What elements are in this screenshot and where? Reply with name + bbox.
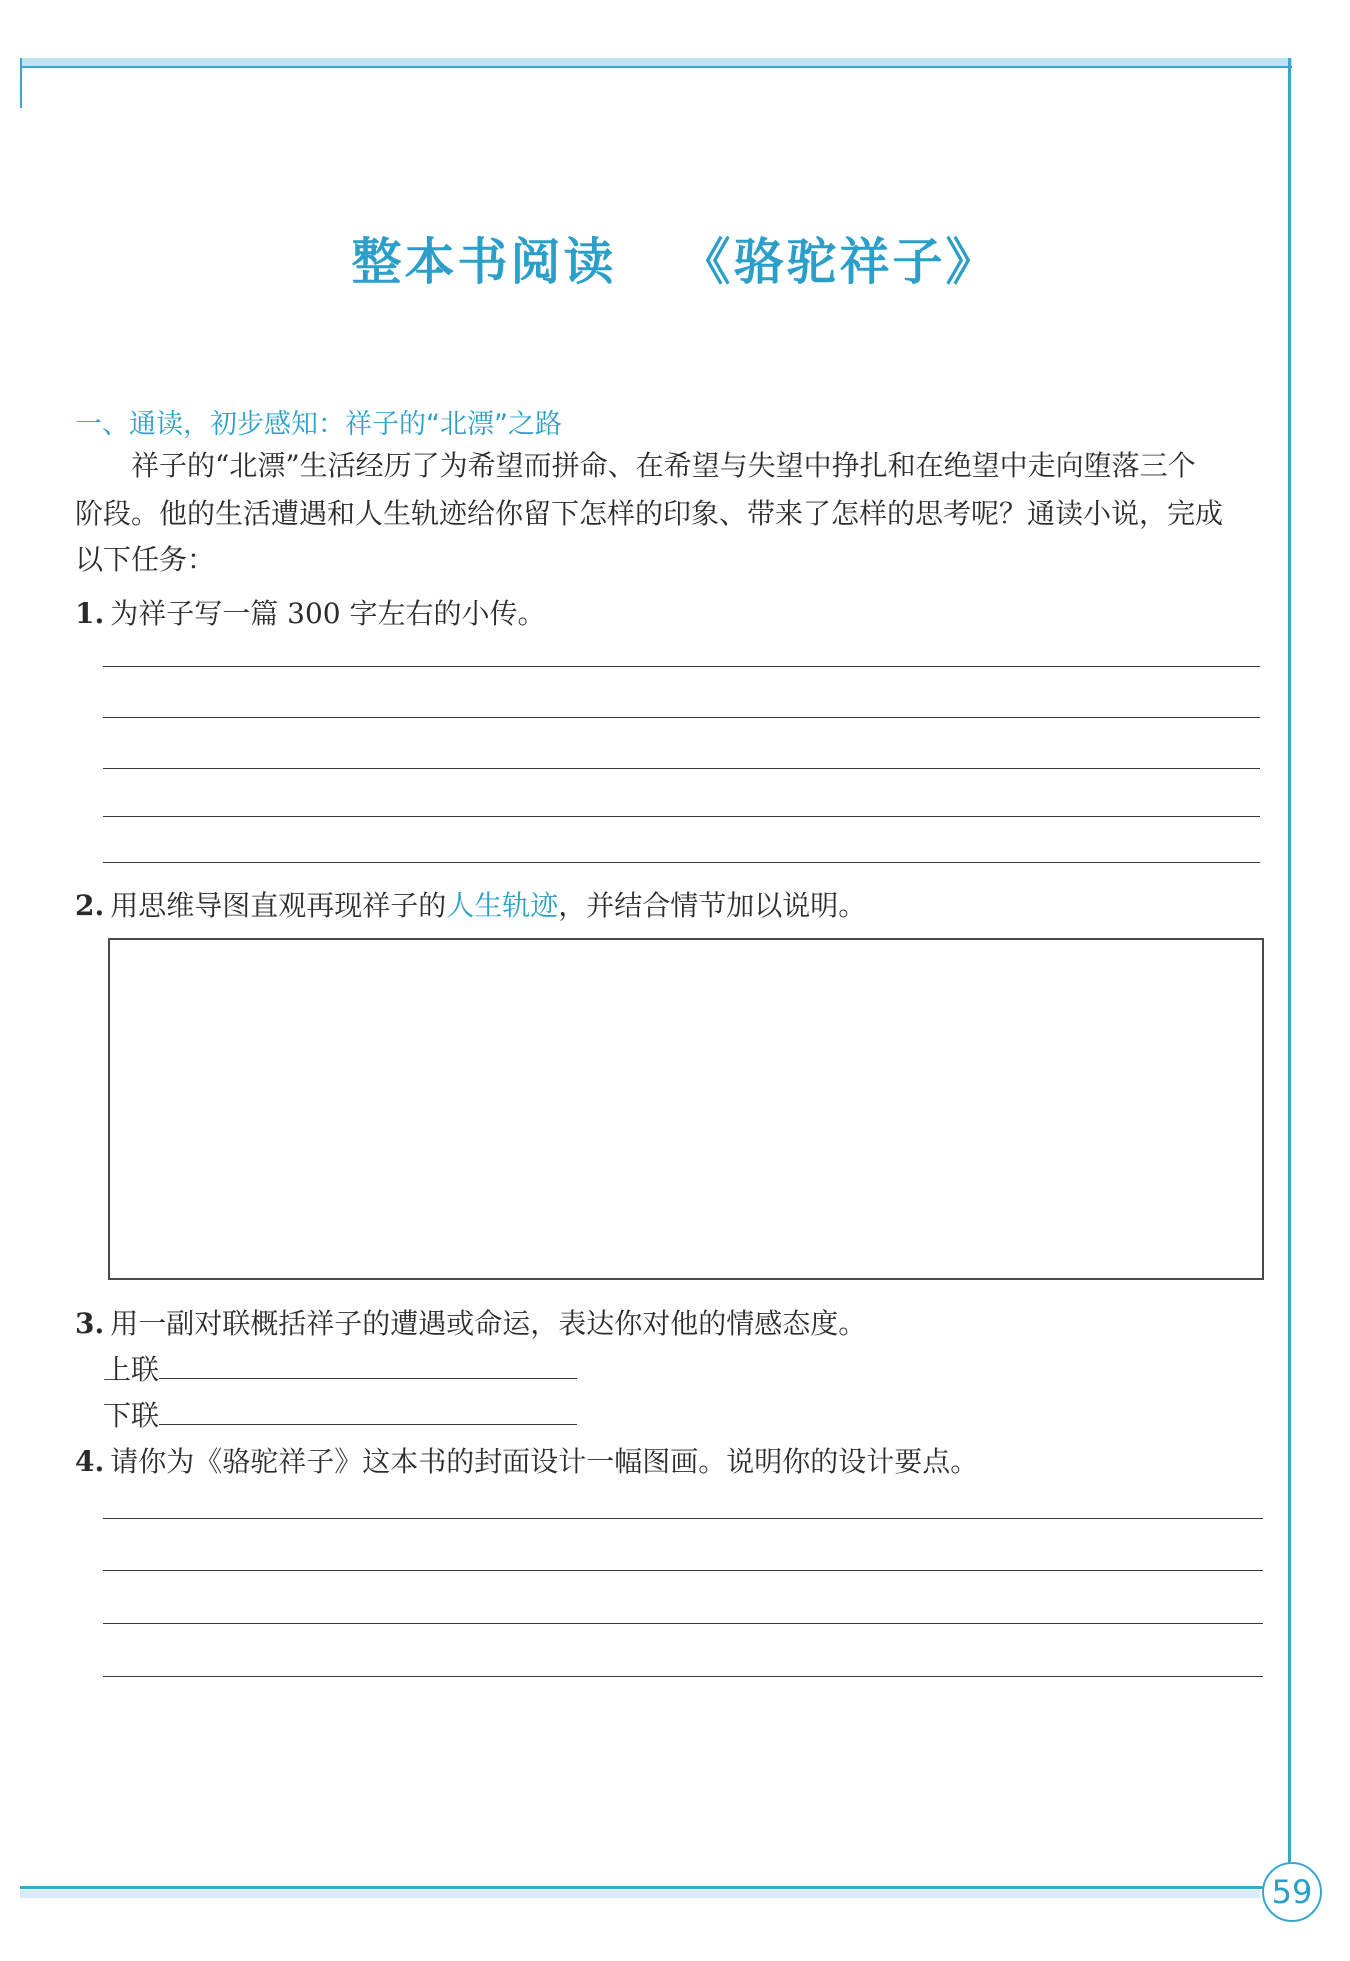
intro-line-2: 阶段。他的生活遭遇和人生轨迹给你留下怎样的印象、带来了怎样的思考呢？通读小说，完成 bbox=[75, 497, 1224, 530]
intro-line-1: 祥子的“北漂”生活经历了为希望而拼命、在希望与失望中挣扎和在绝望中走向堕落三个 bbox=[131, 449, 1196, 482]
answer-line-4[interactable] bbox=[103, 816, 1260, 817]
question-4-text: 请你为《骆驼祥子》这本书的封面设计一幅图画。说明你的设计要点。 bbox=[110, 1445, 979, 1478]
page-frame-top bbox=[20, 58, 1292, 68]
page-title bbox=[0, 222, 1350, 294]
page-frame-left bbox=[20, 58, 22, 108]
question-1-text: 为祥子写一篇 300 字左右的小传。 bbox=[110, 597, 546, 630]
couplet-upper-label: 上联 bbox=[103, 1353, 160, 1386]
question-1-number: 1. bbox=[75, 597, 105, 630]
question-3-number: 3. bbox=[75, 1307, 105, 1340]
question-2-number: 2. bbox=[75, 889, 105, 922]
answer-line-q4-2[interactable] bbox=[103, 1570, 1263, 1571]
answer-line-5[interactable] bbox=[103, 862, 1260, 863]
title-part2: 《骆驼祥子》 bbox=[680, 232, 999, 291]
couplet-lower-blank[interactable] bbox=[159, 1396, 577, 1425]
couplet-lower-label: 下联 bbox=[103, 1399, 160, 1432]
section-heading: 一、通读，初步感知：祥子的“北漂”之路 bbox=[75, 409, 562, 440]
answer-line-3[interactable] bbox=[103, 768, 1260, 769]
question-4 bbox=[75, 1440, 978, 1480]
question-2 bbox=[75, 884, 866, 924]
question-2-text-after: ，并结合情节加以说明。 bbox=[558, 889, 867, 922]
page-frame-right bbox=[1288, 58, 1291, 1894]
answer-line-q4-3[interactable] bbox=[103, 1623, 1263, 1624]
mind-map-answer-box[interactable] bbox=[108, 938, 1264, 1280]
intro-line-3: 以下任务： bbox=[75, 543, 216, 576]
question-1 bbox=[75, 592, 545, 632]
title-part1: 整本书阅读 bbox=[351, 232, 617, 291]
couplet-upper bbox=[103, 1348, 577, 1388]
question-2-text-before: 用思维导图直观再现祥子的 bbox=[110, 889, 447, 922]
answer-line-2[interactable] bbox=[103, 717, 1260, 718]
page-frame-bottom bbox=[20, 1886, 1292, 1889]
question-2-highlight: 人生轨迹 bbox=[446, 889, 559, 922]
page-frame-bottom-band bbox=[20, 1890, 1260, 1898]
question-3-text: 用一副对联概括祥子的遭遇或命运，表达你对他的情感态度。 bbox=[110, 1307, 867, 1340]
question-3 bbox=[75, 1302, 866, 1342]
answer-line-q4-4[interactable] bbox=[103, 1676, 1263, 1677]
question-4-number: 4. bbox=[75, 1445, 105, 1478]
page-number: 59 bbox=[1262, 1862, 1322, 1922]
answer-line-q4-1[interactable] bbox=[103, 1518, 1263, 1519]
couplet-lower bbox=[103, 1394, 577, 1434]
couplet-upper-blank[interactable] bbox=[159, 1350, 577, 1379]
answer-line-1[interactable] bbox=[103, 666, 1260, 667]
